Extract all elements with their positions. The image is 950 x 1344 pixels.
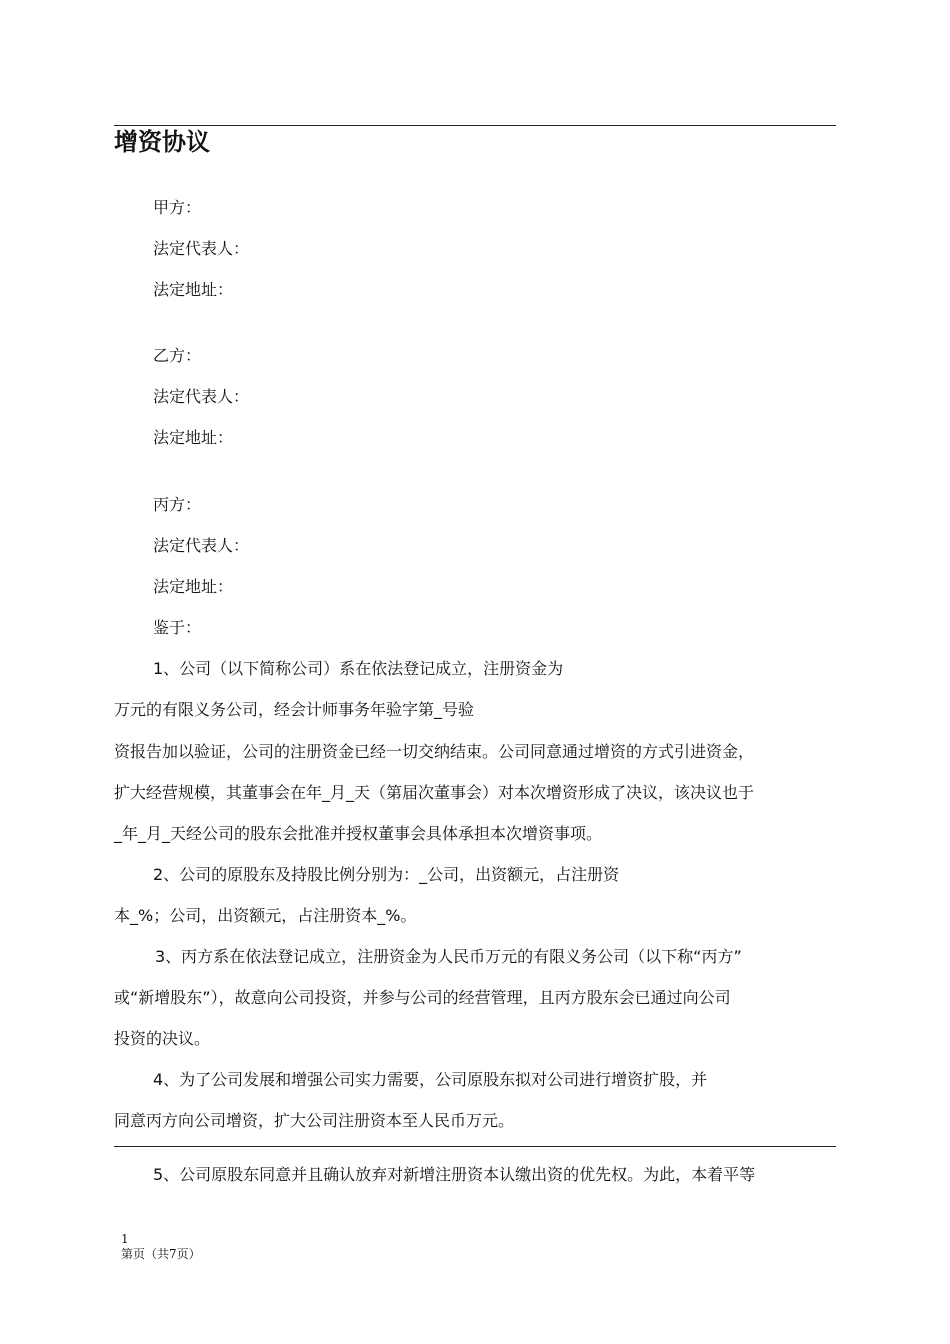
party-c-label: 丙方：	[153, 495, 202, 514]
party-b-addr: 法定地址：	[153, 428, 234, 447]
clause-3-line: 投资的决议。	[114, 1029, 211, 1048]
party-b-rep: 法定代表人：	[153, 387, 250, 406]
page-count-text: 第页（共7页）	[121, 1247, 201, 1261]
clause-1-line: 扩大经营规模，其董事会在年_月_天（第届次董事会）对本次增资形成了决议，该决议也于	[114, 783, 755, 802]
party-a-label: 甲方：	[153, 198, 202, 217]
clause-1-line: _年_月_天经公司的股东会批准并授权董事会具体承担本次增资事项。	[114, 824, 603, 843]
clause-1-line: 资报告加以验证，公司的注册资金已经一切交纳结束。公司同意通过增资的方式引进资金，	[114, 742, 755, 761]
clause-1-line: 1、公司（以下简称公司）系在依法登记成立，注册资金为	[153, 659, 564, 678]
clause-2-line: 本_%；公司，出资额元，占注册资本_%。	[114, 906, 417, 925]
top-rule	[114, 125, 836, 126]
party-c-rep: 法定代表人：	[153, 536, 250, 555]
clause-3-line: 或“新增股东”），故意向公司投资，并参与公司的经营管理，且丙方股东会已通过向公司	[114, 988, 731, 1007]
clause-5-line: 5、公司原股东同意并且确认放弃对新增注册资本认缴出资的优先权。为此，本着平等	[153, 1165, 756, 1184]
page-title: 增资协议	[114, 128, 210, 156]
clause-3-line: 3、丙方系在依法登记成立，注册资金为人民币万元的有限义务公司（以下称“丙方”	[155, 947, 742, 966]
party-a-addr: 法定地址：	[153, 280, 234, 299]
clause-4-line: 同意丙方向公司增资，扩大公司注册资本至人民币万元。	[114, 1111, 515, 1130]
middle-rule	[114, 1146, 836, 1147]
clause-4-line: 4、为了公司发展和增强公司实力需要，公司原股东拟对公司进行增资扩股，并	[153, 1070, 708, 1089]
clause-1-line: 万元的有限义务公司，经会计师事务年验字第_号验	[114, 700, 475, 719]
whereas-label: 鉴于：	[153, 618, 202, 637]
party-a-rep: 法定代表人：	[153, 239, 250, 258]
page-number: 1	[121, 1232, 129, 1246]
clause-2-line: 2、公司的原股东及持股比例分别为：_公司，出资额元，占注册资	[153, 865, 620, 884]
party-c-addr: 法定地址：	[153, 577, 234, 596]
party-b-label: 乙方：	[153, 346, 202, 365]
